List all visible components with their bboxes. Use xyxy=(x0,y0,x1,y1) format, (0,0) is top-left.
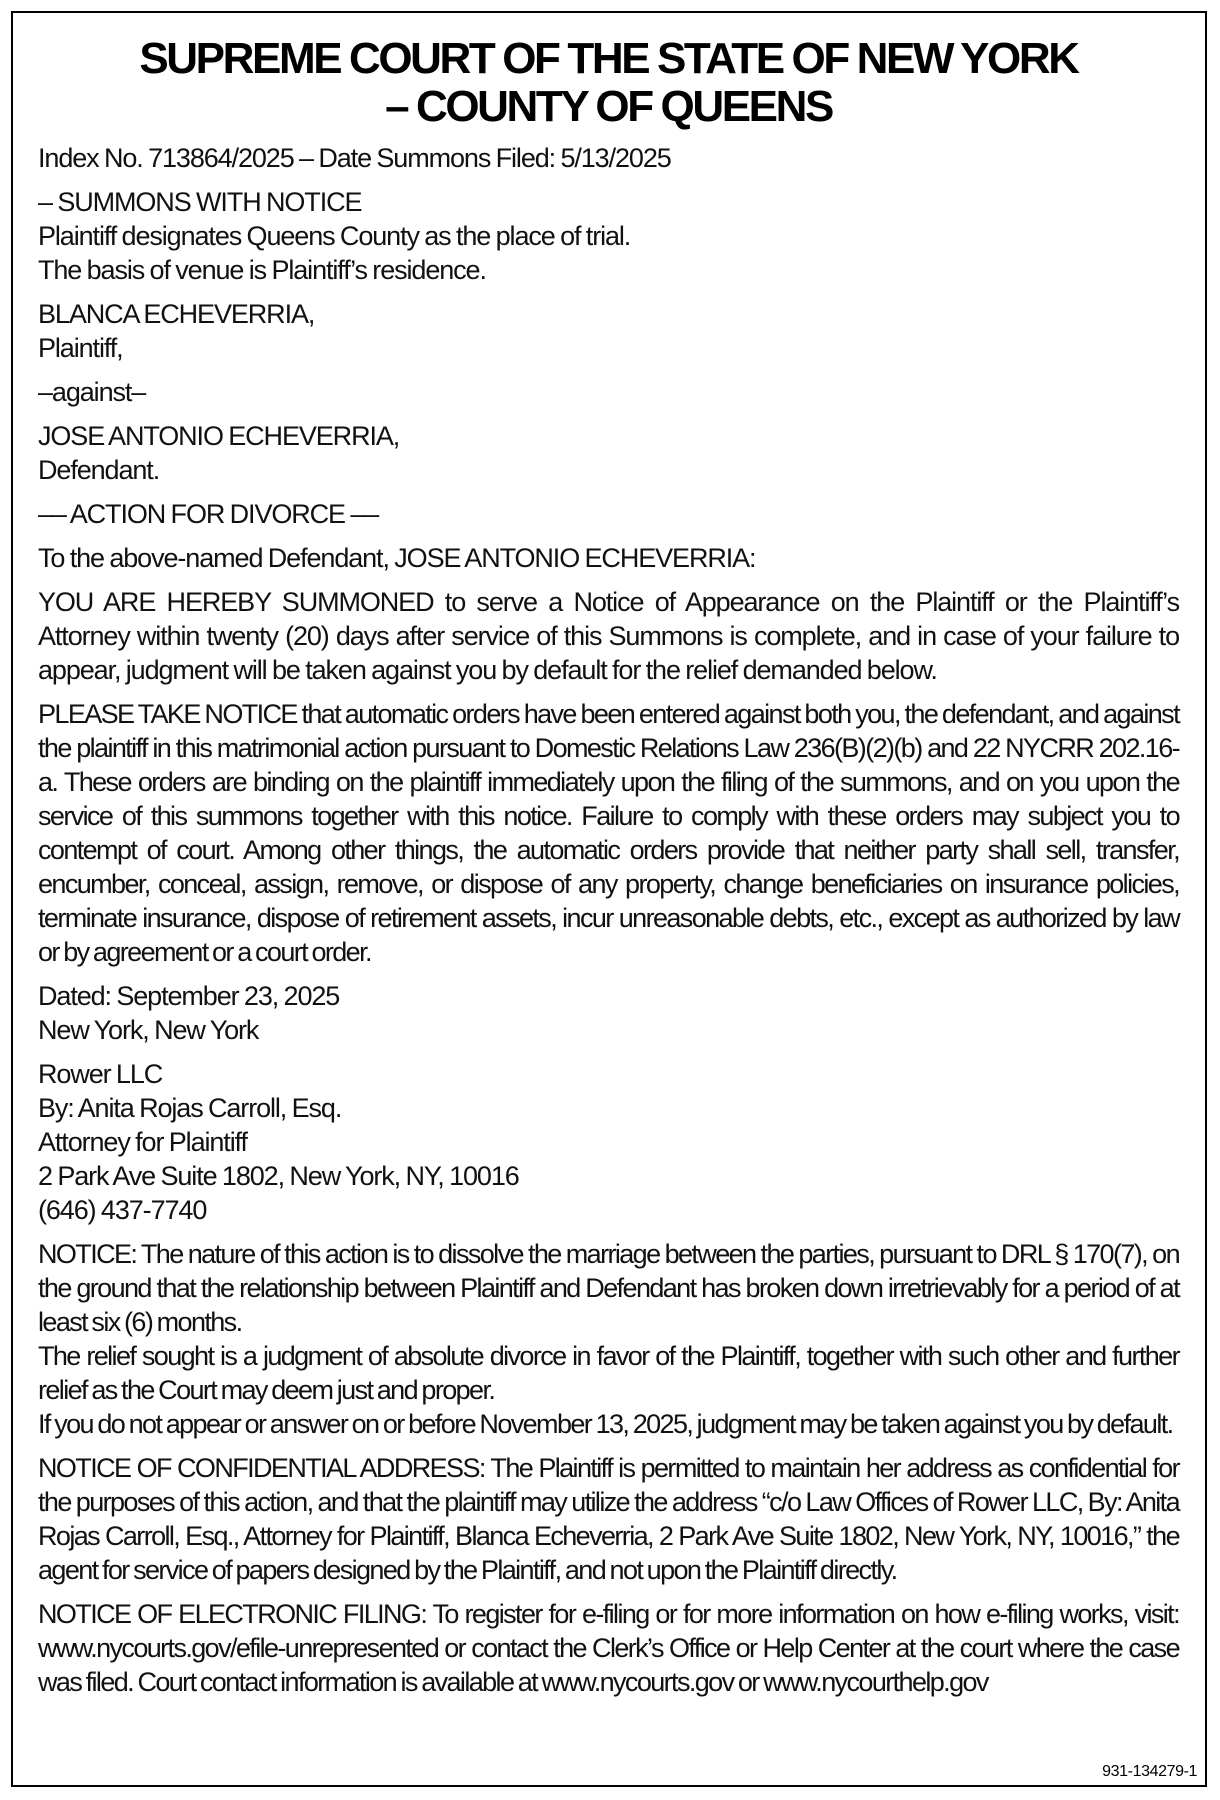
court-title xyxy=(38,35,1179,131)
index-line: Index No. 713864/2025 – Date Summons Filed: 5/13/2025 xyxy=(38,143,671,173)
attorney-role: Attorney for Plaintiff xyxy=(38,1127,247,1157)
automatic-orders-paragraph: PLEASE TAKE NOTICE that automatic orders have been entered against both you, the defendant, and against the plaintiff in this matrimonial action pursuant to Domestic Relations Law 236(B)(2)(b) and 22 NYCRR 202.16-a. These orders are binding on the plaintiff immediately upon the filing of the summons, and on you upon the service of this summons together with this notice. Failure to comply with these orders may subject you to contempt of court. Among other things, the automatic orders provide that neither party shall sell, transfer, encumber, conceal, assign, remove, or dispose of any property, change beneficiaries on insurance policies, terminate insurance, dispose of retirement assets, incur unreasonable debts, etc., except as authorized by law or by agreement or a court order. xyxy=(38,699,1179,967)
to-defendant: To the above-named Defendant, JOSE ANTONIO ECHEVERRIA: xyxy=(38,543,756,573)
attorney-block xyxy=(38,1057,1179,1227)
defendant-name: JOSE ANTONIO ECHEVERRIA, xyxy=(38,421,400,451)
dated-block xyxy=(38,979,1179,1047)
electronic-filing-paragraph: NOTICE OF ELECTRONIC FILING: To register for e-filing or for more information on how e-filing works, visit: www.nycourts.gov/efile-unrepresented or contact the Clerk’s Office or Help Center at the court where the case was filed. Court contact information is available at www.nycourts.gov or www.nycourthelp.gov xyxy=(38,1599,1179,1697)
plaintiff-name: BLANCA ECHEVERRIA, xyxy=(38,299,315,329)
notice-block xyxy=(38,1237,1179,1441)
summons-heading: – SUMMONS WITH NOTICE xyxy=(38,187,362,217)
against-label: –against– xyxy=(38,377,146,407)
notice-relief: The relief sought is a judgment of absolute divorce in favor of the Plaintiff, together with such other and further relief as the Court may deem just and proper. xyxy=(38,1341,1179,1405)
confidential-address-paragraph: NOTICE OF CONFIDENTIAL ADDRESS: The Plaintiff is permitted to maintain her address as confidential for the purposes of this action, and that the plaintiff may utilize the address “c/o Law Offices of Rower LLC, By: Anita Rojas Carroll, Esq., Attorney for Plaintiff, Blanca Echeverria, 2 Park Ave Suite 1802, New York, NY, 10016,” the agent for service of papers designed by the Plaintiff, and not upon the Plaintiff directly. xyxy=(38,1453,1179,1585)
defendant-block xyxy=(38,419,1179,487)
attorney-by: By: Anita Rojas Carroll, Esq. xyxy=(38,1093,342,1123)
attorney-firm: Rower LLC xyxy=(38,1059,163,1089)
summoned-paragraph: YOU ARE HEREBY SUMMONED to serve a Notice of Appearance on the Plaintiff or the Plaintiff’s Attorney within twenty (20) days after service of this Summons is complete, and in case of your failure to appear, judgment will be taken against you by default for the relief demanded below. xyxy=(38,587,1179,685)
court-title-line-1: SUPREME COURT OF THE STATE OF NEW YORK xyxy=(139,34,1078,83)
notice-default: If you do not appear or answer on or before November 13, 2025, judgment may be taken against you by default. xyxy=(38,1409,1173,1439)
action-heading: –– ACTION FOR DIVORCE –– xyxy=(38,499,379,529)
venue-basis: The basis of venue is Plaintiff’s residence. xyxy=(38,255,486,285)
venue-designation: Plaintiff designates Queens County as the place of trial. xyxy=(38,221,631,251)
court-title-line-2: – COUNTY OF QUEENS xyxy=(385,82,832,131)
notice-nature: NOTICE: The nature of this action is to dissolve the marriage between the parties, pursuant to DRL § 170(7), on the ground that the relationship between Plaintiff and Defendant has broken down irretrievably for a period of at least six (6) months. xyxy=(38,1239,1179,1337)
plaintiff-block xyxy=(38,297,1179,365)
legal-notice xyxy=(11,11,1207,1787)
dated-place: New York, New York xyxy=(38,1015,259,1045)
defendant-role: Defendant. xyxy=(38,455,160,485)
attorney-phone: (646) 437-7740 xyxy=(38,1195,207,1225)
dated-date: Dated: September 23, 2025 xyxy=(38,981,340,1011)
attorney-address: 2 Park Ave Suite 1802, New York, NY, 10016 xyxy=(38,1161,519,1191)
plaintiff-role: Plaintiff, xyxy=(38,333,123,363)
summons-block xyxy=(38,185,1179,287)
reference-number: 931-134279-1 xyxy=(1102,1763,1197,1780)
